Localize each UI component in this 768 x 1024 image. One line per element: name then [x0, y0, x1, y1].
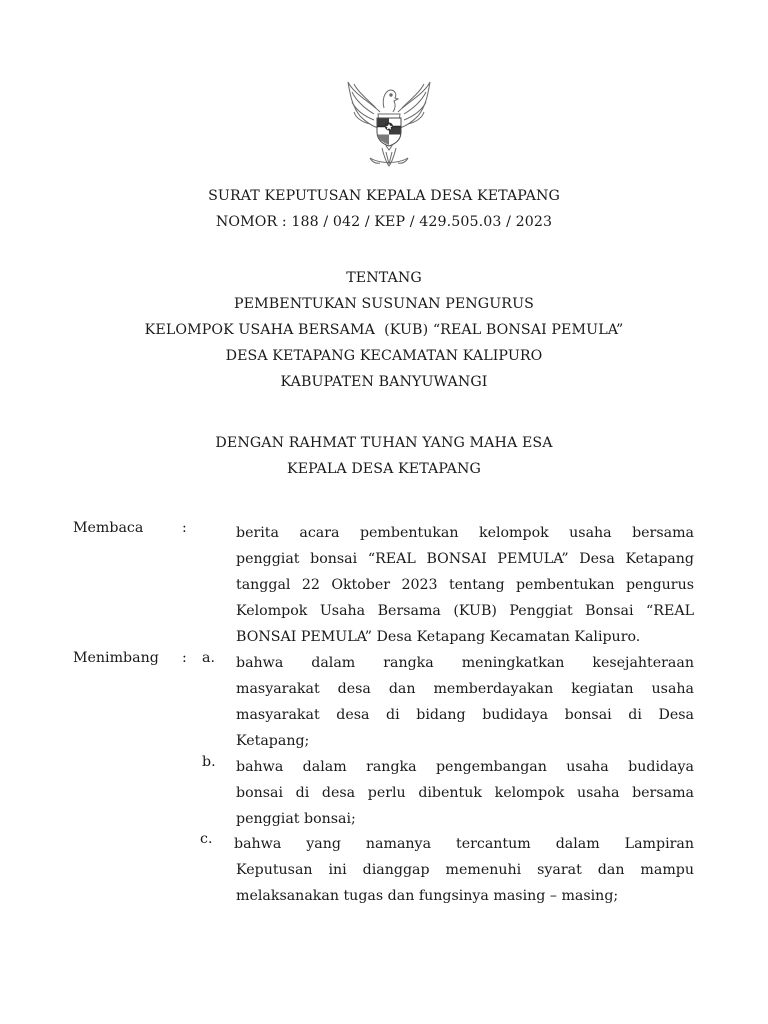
- paragraph-line: melaksanakan tugas dan fungsinya masing – masing;: [236, 888, 619, 904]
- menimbang-item-b: [236, 754, 694, 832]
- opening-line: KEPALA DESA KETAPANG: [287, 461, 481, 477]
- paragraph-line: Kelompok Usaha Bersama (KUB) Penggiat Bonsai “REAL: [236, 603, 694, 619]
- paragraph-line: bahwa dalam rangka pengembangan usaha budidaya: [236, 759, 694, 775]
- subject-block: [0, 265, 768, 395]
- paragraph-line: bonsai di desa perlu dibentuk kelompok usaha bersama: [236, 785, 694, 801]
- paragraph-line: masyarakat desa dan memberdayakan kegiatan usaha: [236, 681, 694, 697]
- subject-line: PEMBENTUKAN SUSUNAN PENGURUS: [234, 296, 534, 312]
- membaca-colon: :: [182, 520, 187, 536]
- paragraph-line: penggiat bonsai “REAL BONSAI PEMULA” Desa Ketapang: [236, 551, 694, 567]
- membaca-paragraph: [236, 520, 694, 650]
- paragraph-line: BONSAI PEMULA” Desa Ketapang Kecamatan Kalipuro.: [236, 629, 641, 645]
- paragraph-line: bahwa dalam rangka meningkatkan kesejahteraan: [236, 655, 694, 671]
- title-block: [0, 183, 768, 235]
- menimbang-colon: :: [182, 650, 187, 666]
- subject-line: DESA KETAPANG KECAMATAN KALIPURO: [225, 348, 543, 364]
- document-number: NOMOR : 188 / 042 / KEP / 429.505.03 / 2023: [215, 214, 553, 230]
- subject-line: KELOMPOK USAHA BERSAMA (KUB) “REAL BONSAI PEMULA”: [144, 322, 624, 338]
- paragraph-line: bahwa yang namanya tercantum dalam Lampiran: [234, 836, 694, 852]
- menimbang-item-c: [234, 831, 694, 909]
- menimbang-item-a: [236, 650, 694, 754]
- paragraph-line: berita acara pembentukan kelompok usaha bersama: [236, 525, 694, 541]
- item-letter-b: b.: [202, 754, 216, 770]
- item-letter-c: c.: [200, 831, 213, 847]
- opening-block: [0, 430, 768, 482]
- paragraph-line: masyarakat desa di bidang budidaya bonsai di Desa: [236, 707, 694, 723]
- document-title: SURAT KEPUTUSAN KEPALA DESA KETAPANG: [208, 188, 560, 204]
- paragraph-line: tanggal 22 Oktober 2023 tentang pembentukan pengurus: [236, 577, 694, 593]
- item-letter-a: a.: [202, 650, 215, 666]
- membaca-label: Membaca: [73, 520, 144, 536]
- garuda-emblem-icon: [340, 72, 438, 172]
- subject-tentang: TENTANG: [346, 270, 422, 286]
- subject-line: KABUPATEN BANYUWANGI: [280, 374, 488, 390]
- paragraph-line: penggiat bonsai;: [236, 811, 356, 827]
- opening-line: DENGAN RAHMAT TUHAN YANG MAHA ESA: [215, 435, 553, 451]
- paragraph-line: Keputusan ini dianggap memenuhi syarat dan mampu: [236, 862, 694, 878]
- paragraph-line: Ketapang;: [236, 733, 310, 749]
- menimbang-label: Menimbang: [73, 650, 159, 666]
